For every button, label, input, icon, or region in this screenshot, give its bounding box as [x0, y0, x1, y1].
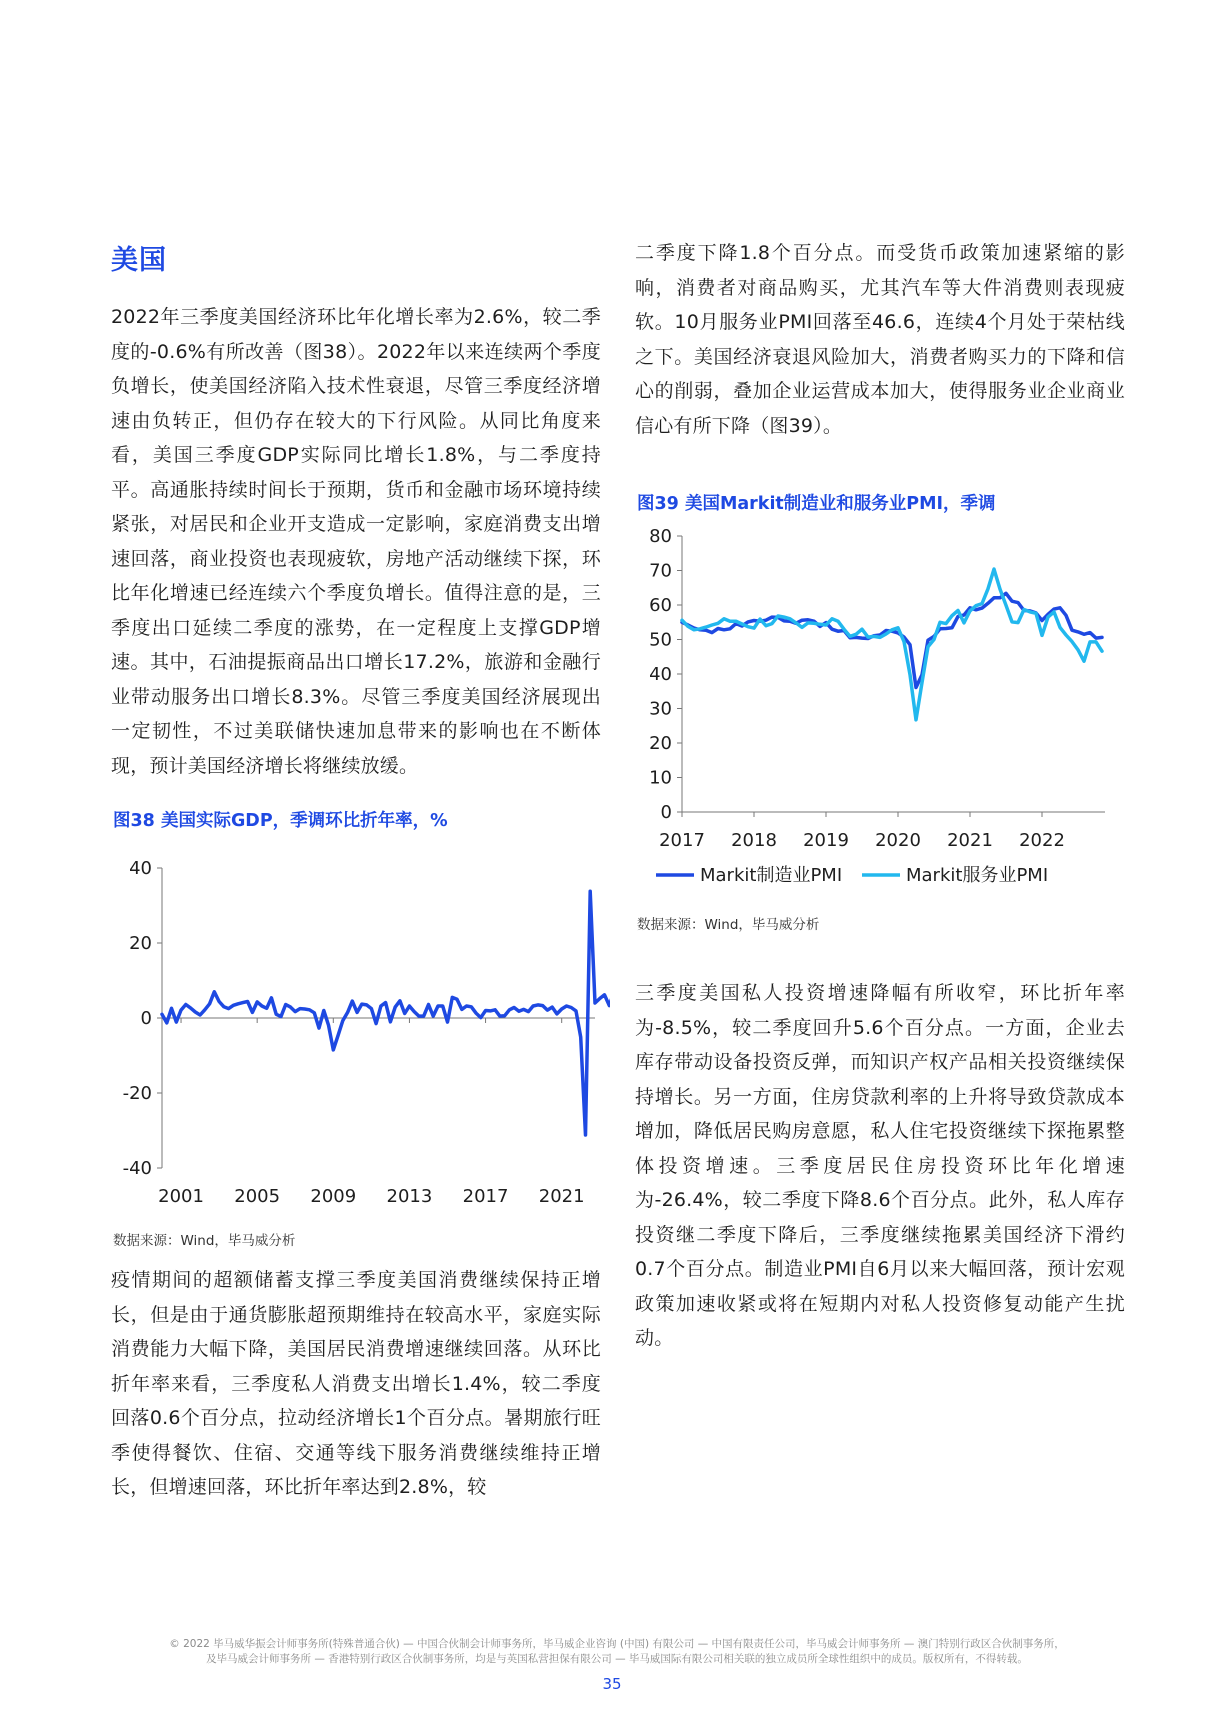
gdp-chart — [110, 840, 610, 1220]
x-tick-label: 2009 — [310, 1186, 357, 1207]
x-tick-label: 2017 — [659, 830, 705, 851]
series-line-1 — [682, 593, 1102, 687]
y-tick-label: 50 — [649, 629, 672, 651]
y-tick-label: -40 — [122, 1158, 152, 1179]
fig38-title: 图38 美国实际GDP，季调环比折年率，% — [113, 811, 448, 831]
page-number: 35 — [602, 1675, 622, 1693]
legend-label: Markit服务业PMI — [906, 865, 1049, 886]
fig39-source: 数据来源：Wind，毕马威分析 — [637, 917, 820, 933]
y-tick-label: 0 — [660, 802, 672, 823]
x-tick-label: 2021 — [947, 830, 993, 851]
series-line-2 — [682, 569, 1102, 720]
fig38-source: 数据来源：Wind，毕马威分析 — [113, 1233, 296, 1249]
pmi-chart — [630, 520, 1110, 900]
right-paragraph-1: 二季度下降1.8个百分点。而受货币政策加速紧缩的影响，消费者对商品购买，尤其汽车等大件消费则表现疲软。10月服务业PMI回落至46.6，连续4个月处于荣枯线之下。美国经济衰退风险加大，消费者购买力的下降和信心的削弱，叠加企业运营成本加大，使得服务业企业商业信心有所下降（图39）。 — [635, 242, 1125, 437]
y-tick-label: 40 — [129, 858, 152, 879]
y-tick-label: 80 — [649, 526, 672, 547]
x-tick-label: 2005 — [234, 1186, 281, 1207]
x-tick-label: 2017 — [462, 1186, 509, 1207]
x-tick-label: 2013 — [386, 1186, 433, 1207]
left-paragraph-1: 2022年三季度美国经济环比年化增长率为2.6%，较二季度的-0.6%有所改善（图38）。2022年以来连续两个季度负增长，使美国经济陷入技术性衰退，尽管三季度经济增速由负转正，但仍存在较大的下行风险。从同比角度来看，美国三季度GDP实际同比增长1.8%，与二季度持平。高通胀持续时间长于预期，货币和金融市场环境持续紧张，对居民和企业开支造成一定影响，家庭消费支出增速回落，商业投资也表现疲软，房地产活动继续下探，环比年化增速已经连续六个季度负增长。值得注意的是，三季度出口延续二季度的涨势，在一定程度上支撑GDP增速。其中，石油提振商品出口增长17.2%，旅游和金融行业带动服务出口增长8.3%。尽管三季度美国经济展现出一定韧性，不过美联储快速加息带来的影响也在不断体现，预计美国经济增长将继续放缓。 — [111, 306, 601, 777]
y-tick-label: 0 — [140, 1008, 152, 1029]
x-tick-label: 2019 — [803, 830, 849, 851]
fig39-title: 图39 美国Markit制造业和服务业PMI，季调 — [637, 494, 996, 514]
y-tick-label: 30 — [649, 698, 672, 720]
x-tick-label: 2020 — [875, 830, 921, 851]
series-line-1 — [162, 891, 610, 1135]
x-tick-label: 2021 — [538, 1186, 585, 1207]
y-tick-label: 20 — [649, 733, 672, 754]
footer-line-1: © 2022 毕马威华振会计师事务所(特殊普通合伙) — 中国合伙制会计师事务所，毕马威企业咨询 (中国) 有限公司 — 中国有限责任公司，毕马威会计师事务所 — 澳门特别行政区合伙制事务所， — [169, 1638, 1065, 1650]
x-tick-label: 2001 — [158, 1186, 204, 1207]
footer-copyright — [112, 1637, 1122, 1667]
x-tick-label: 2022 — [1019, 830, 1065, 851]
section-title: 美国 — [111, 245, 167, 276]
y-tick-label: 60 — [649, 595, 672, 616]
legend-label: Markit制造业PMI — [700, 865, 843, 886]
footer-line-2: 及毕马威会计师事务所 — 香港特别行政区合伙制事务所，均是与英国私营担保有限公司 — 毕马威国际有限公司相关联的独立成员所全球性组织中的成员。版权所有，不得转载。 — [206, 1653, 1028, 1665]
right-paragraph-2: 三季度美国私人投资增速降幅有所收窄，环比折年率为-8.5%，较二季度回升5.6个百分点。一方面，企业去库存带动设备投资反弹，而知识产权产品相关投资继续保持增长。另一方面，住房贷款利率的上升将导致贷款成本增加，降低居民购房意愿，私人住宅投资继续下探拖累整体投资增速。三季度居民住房投资环比年化增速为-26.4%，较二季度下降8.6个百分点。此外，私人库存投资继二季度下降后，三季度继续拖累美国经济下滑约0.7个百分点。制造业PMI自6月以来大幅回落，预计宏观政策加速收紧或将在短期内对私人投资修复动能产生扰动。 — [635, 982, 1125, 1349]
y-tick-label: 10 — [649, 767, 672, 789]
y-tick-label: 40 — [649, 664, 672, 685]
y-tick-label: 20 — [129, 933, 152, 954]
y-tick-label: 70 — [649, 560, 672, 582]
y-tick-label: -20 — [122, 1083, 152, 1104]
left-paragraph-2: 疫情期间的超额储蓄支撑三季度美国消费继续保持正增长，但是由于通货膨胀超预期维持在较高水平，家庭实际消费能力大幅下降，美国居民消费增速继续回落。从环比折年率来看，三季度私人消费支出增长1.4%，较二季度回落0.6个百分点，拉动经济增长1个百分点。暑期旅行旺季使得餐饮、住宿、交通等线下服务消费继续维持正增长，但增速回落，环比折年率达到2.8%，较 — [111, 1269, 601, 1498]
x-tick-label: 2018 — [731, 830, 777, 851]
